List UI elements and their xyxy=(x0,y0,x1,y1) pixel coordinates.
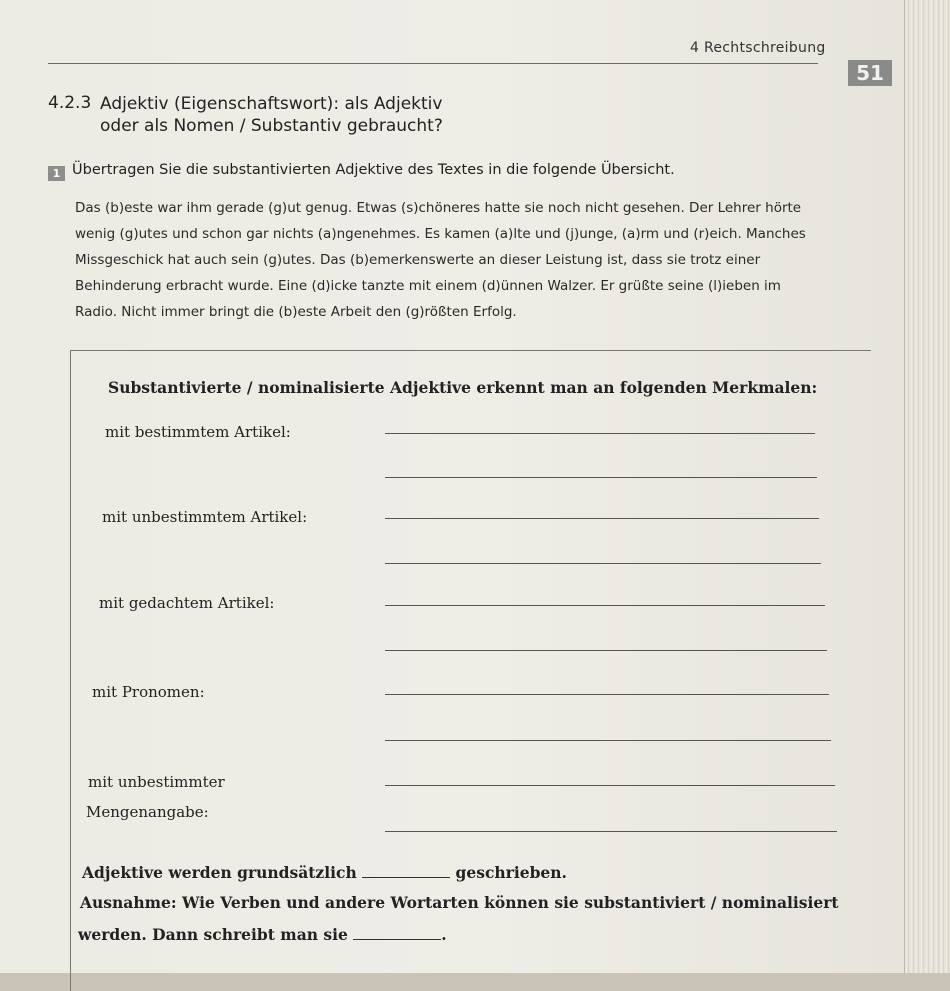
exception-text-before: werden. Dann schreibt man sie xyxy=(78,925,348,944)
exercise-text xyxy=(75,195,835,325)
exercise-line: Das (b)este war ihm gerade (g)ut genug. Etwas (s)chöneres hatte sie noch nicht gesehen. Der Lehrer hörte xyxy=(75,200,802,216)
rule-text-after: geschrieben. xyxy=(455,863,567,882)
answer-line[interactable] xyxy=(385,563,821,564)
exercise-line: Behinderung erbracht wurde. Eine (d)icke tanzte mit einem (d)ünnen Walzer. Er grüßte seine (l)ieben im xyxy=(75,278,781,294)
rule-text-before: Adjektive werden grundsätzlich xyxy=(82,863,357,882)
answer-line[interactable] xyxy=(385,831,837,832)
exception-text-after: . xyxy=(441,925,447,944)
label-indefinite-article: mit unbestimmtem Artikel: xyxy=(102,508,308,526)
label-pronoun: mit Pronomen: xyxy=(92,683,205,701)
page-number: 51 xyxy=(848,60,892,86)
task-number-badge: 1 xyxy=(48,166,65,181)
label-quantity-line2: Mengenangabe: xyxy=(86,803,209,821)
label-definite-article: mit bestimmtem Artikel: xyxy=(105,423,291,441)
rule-answer-blank[interactable] xyxy=(362,863,450,878)
answer-line[interactable] xyxy=(385,650,827,651)
exercise-line: Missgeschick hat auch sein (g)utes. Das (b)emerkenswerte an dieser Leistung ist, dass sie trotz einer xyxy=(75,252,761,268)
label-implied-article: mit gedachtem Artikel: xyxy=(99,594,275,612)
task-instruction: Übertragen Sie die substantivierten Adjektive des Textes in die folgende Übersicht. xyxy=(72,162,675,178)
exercise-line: Radio. Nicht immer bringt die (b)este Arbeit den (g)rößten Erfolg. xyxy=(75,304,517,320)
book-page-edges xyxy=(904,0,950,973)
answer-line[interactable] xyxy=(385,785,835,786)
header-divider xyxy=(48,63,818,64)
exception-line2 xyxy=(78,925,447,944)
overview-heading: Substantivierte / nominalisierte Adjektive erkennt man an folgenden Merkmalen: xyxy=(108,378,818,397)
answer-line[interactable] xyxy=(385,477,817,478)
section-number: 4.2.3 xyxy=(48,93,92,113)
answer-line[interactable] xyxy=(385,740,831,741)
section-title-line1: Adjektiv (Eigenschaftswort): als Adjektiv xyxy=(100,94,443,114)
rule-sentence xyxy=(82,863,567,882)
answer-line[interactable] xyxy=(385,605,825,606)
answer-line[interactable] xyxy=(385,694,829,695)
section-title-line2: oder als Nomen / Substantiv gebraucht? xyxy=(100,116,443,136)
label-quantity-line1: mit unbestimmter xyxy=(88,773,225,791)
exception-line1: Ausnahme: Wie Verben und andere Wortarten können sie substantiviert / nominalisiert xyxy=(80,893,839,912)
answer-line[interactable] xyxy=(385,433,815,434)
section-title xyxy=(100,93,443,137)
exception-answer-blank[interactable] xyxy=(353,925,441,940)
chapter-title: 4 Rechtschreibung xyxy=(690,40,826,56)
exercise-line: wenig (g)utes und schon gar nichts (a)ngenehmes. Es kamen (a)lte und (j)unge, (a)rm und (r)eich. Manches xyxy=(75,226,806,242)
answer-line[interactable] xyxy=(385,518,819,519)
